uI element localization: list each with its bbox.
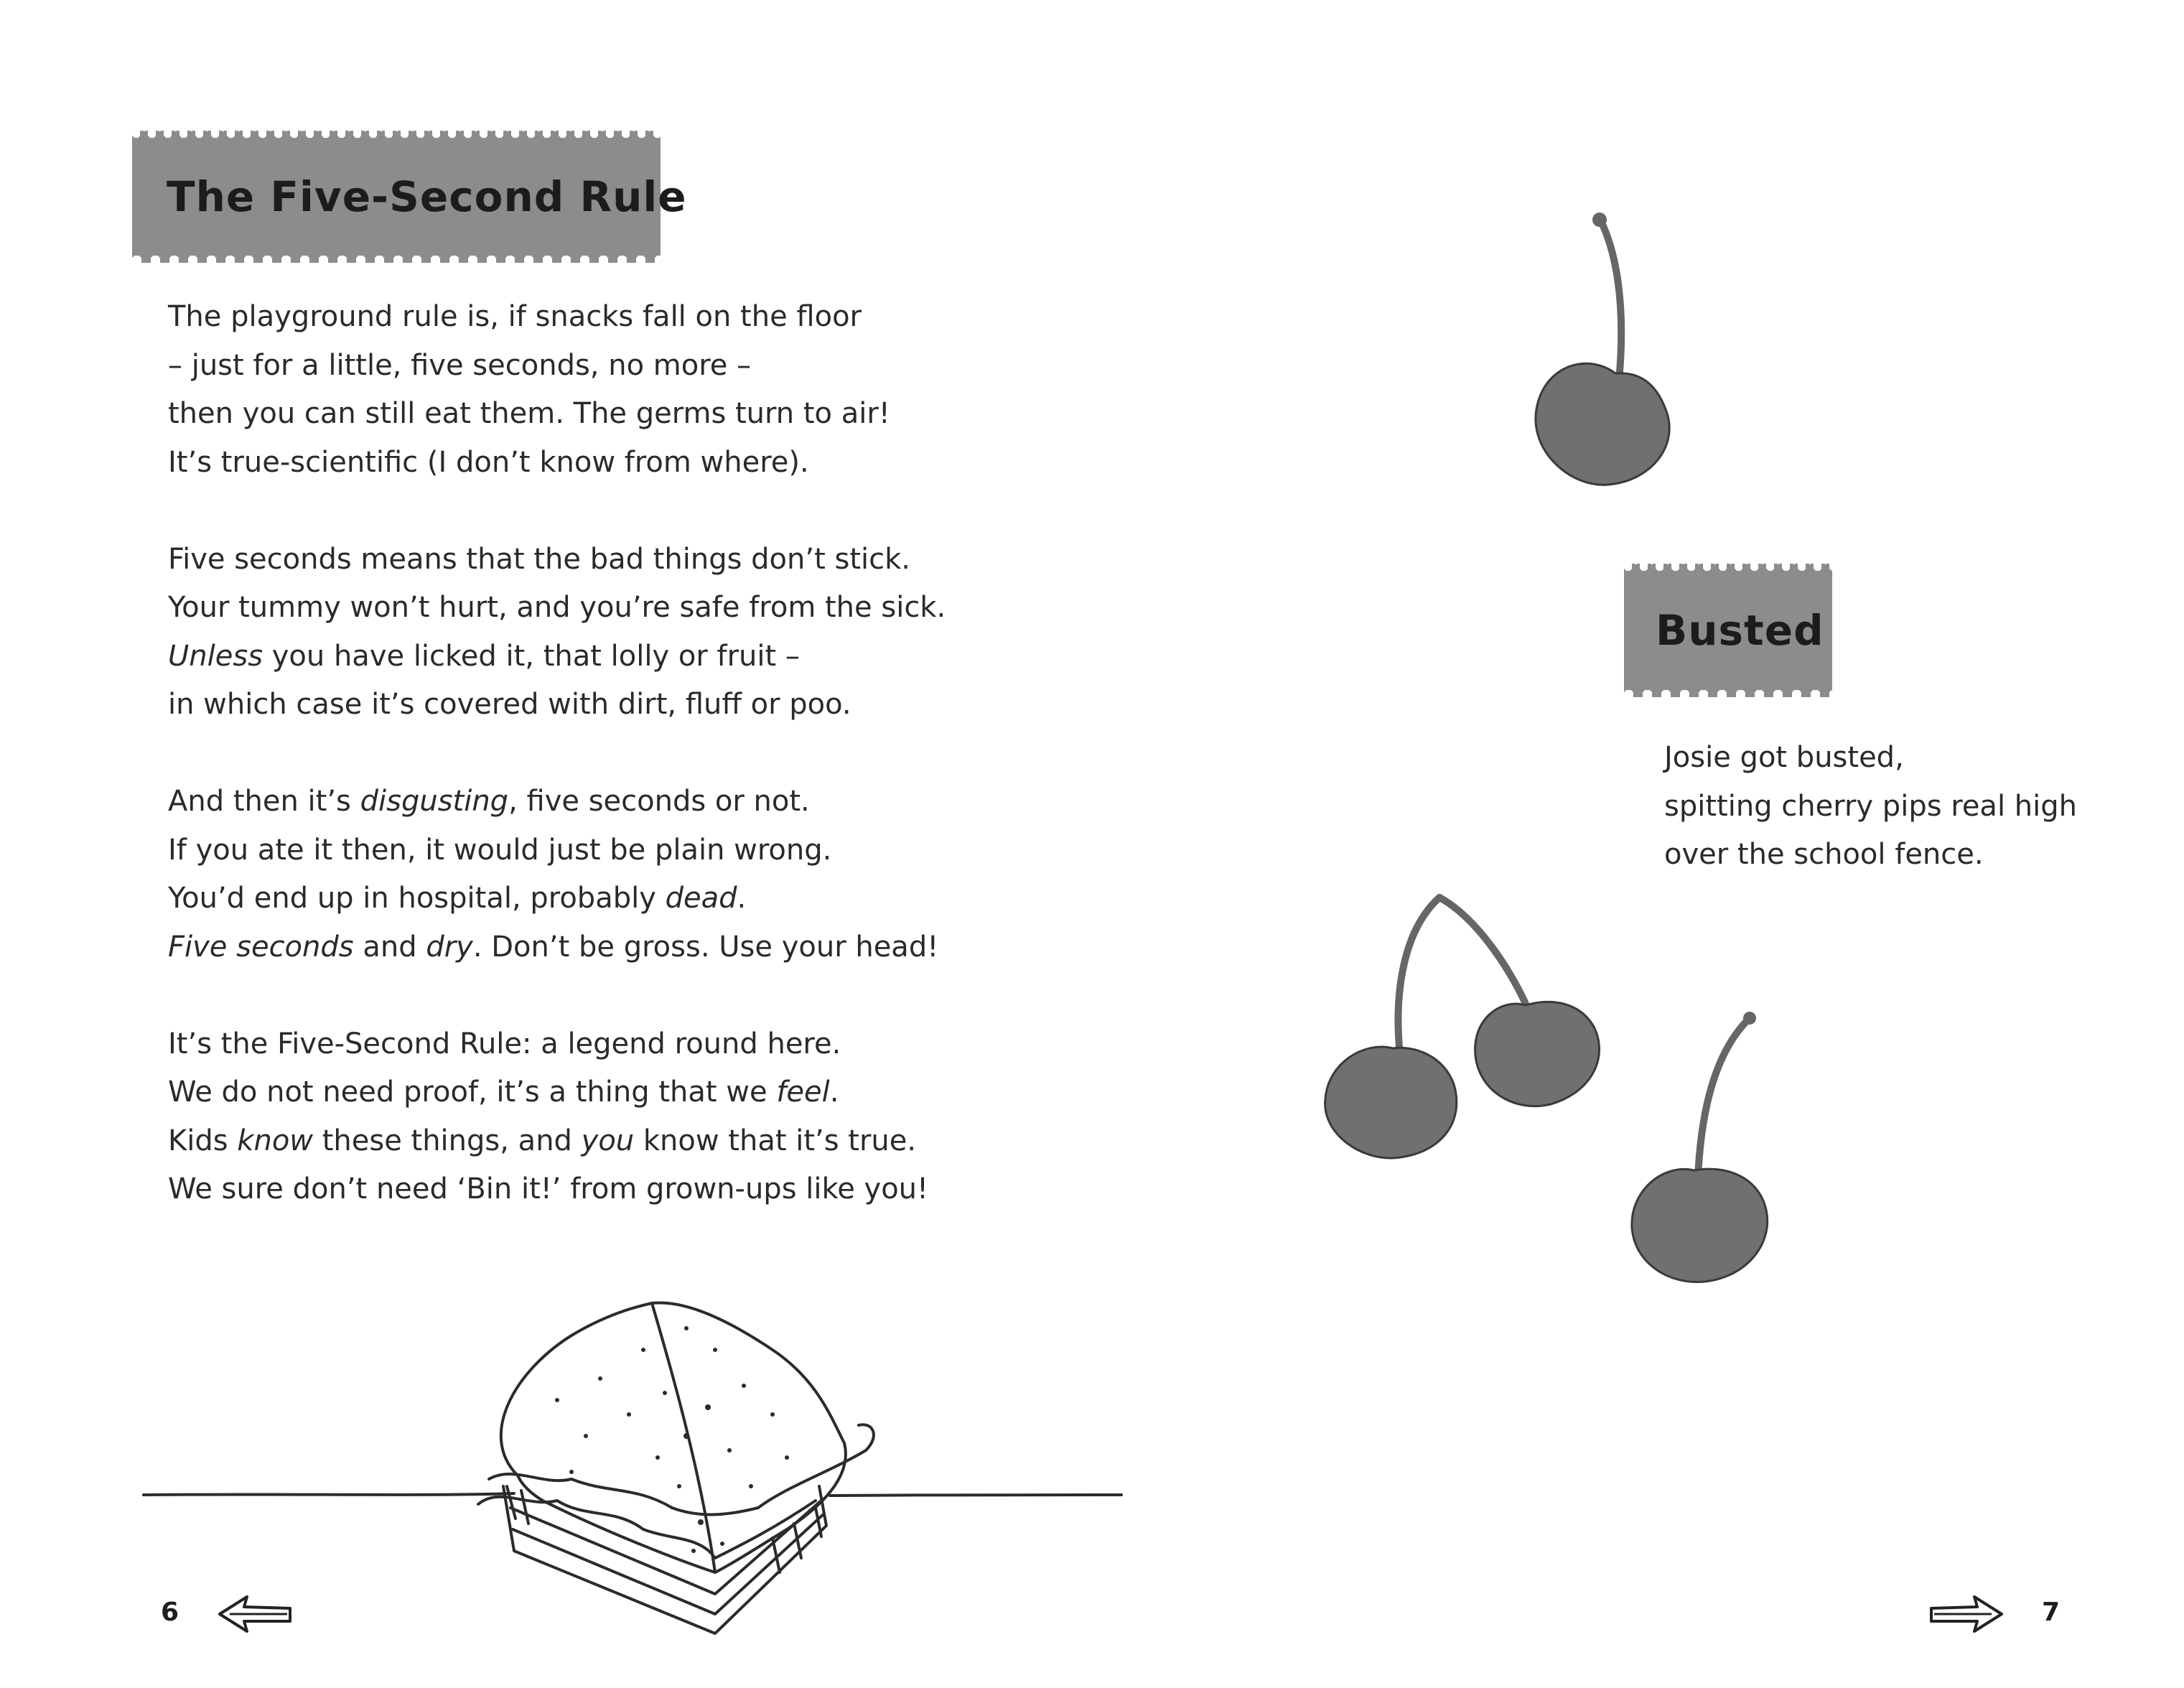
line-rest: . Don’t be gross. Use your head! bbox=[472, 930, 939, 964]
page-number-left: 6 bbox=[161, 1598, 179, 1627]
italic-word: dry bbox=[426, 930, 473, 964]
stanza-4 bbox=[168, 1020, 946, 1214]
poem-line bbox=[168, 923, 946, 972]
cherry-illustration bbox=[1529, 208, 1680, 495]
line-rest: . bbox=[829, 1076, 839, 1109]
poem-line bbox=[168, 633, 946, 681]
line-rest: know that it’s true. bbox=[634, 1124, 917, 1157]
italic-word: feel bbox=[776, 1076, 830, 1109]
poem-line: If you ate it then, it would just be plain wrong. bbox=[168, 833, 832, 867]
line-pre: And then it’s bbox=[168, 785, 360, 818]
italic-word: dead bbox=[665, 882, 737, 915]
line-rest: , five seconds or not. bbox=[508, 785, 810, 818]
italic-word: disgusting bbox=[360, 785, 509, 818]
poem-line: spitting cherry pips real high bbox=[1664, 789, 2077, 823]
italic-word: Unless bbox=[168, 639, 263, 673]
stanza-1 bbox=[168, 293, 946, 487]
page-number-right: 7 bbox=[2042, 1598, 2061, 1627]
cherry-illustration bbox=[1626, 1005, 1784, 1285]
poem-line bbox=[168, 1068, 946, 1117]
poem-title: Busted bbox=[1656, 606, 1824, 655]
stanza-3 bbox=[168, 778, 946, 971]
poem-line: over the school fence. bbox=[1664, 838, 1984, 871]
right-arrow-icon[interactable] bbox=[1927, 1594, 2006, 1634]
poem-line: Josie got busted, bbox=[1664, 741, 1904, 774]
poem-line: in which case it’s covered with dirt, fluff or poo. bbox=[168, 688, 851, 721]
stanza-2 bbox=[168, 536, 946, 729]
poem-body-busted bbox=[1664, 734, 2077, 880]
cherry-pair-illustration bbox=[1321, 876, 1637, 1163]
line-mid: and bbox=[353, 930, 426, 964]
poem-line: We sure don’t need ‘Bin it!’ from grown-ups like you! bbox=[168, 1172, 929, 1206]
poem-line: It’s the Five-Second Rule: a legend round here. bbox=[168, 1027, 841, 1060]
poem-line: Your tummy won’t hurt, and you’re safe from the sick. bbox=[168, 591, 946, 624]
left-arrow-icon[interactable] bbox=[215, 1594, 294, 1634]
poem-body-five-second-rule bbox=[168, 293, 946, 1262]
poem-line bbox=[168, 778, 946, 826]
poem-line: Five seconds means that the bad things don’t stick. bbox=[168, 542, 911, 576]
italic-word: know bbox=[237, 1124, 313, 1157]
poem-line: – just for a little, five seconds, no more – bbox=[168, 348, 752, 382]
poem-title: The Five-Second Rule bbox=[167, 172, 687, 221]
poem-line: then you can still eat them. The germs turn to air! bbox=[168, 397, 890, 430]
sandwich-illustration bbox=[141, 1271, 1124, 1637]
line-rest: you have licked it, that lolly or fruit – bbox=[263, 639, 800, 673]
poem-title-banner-right bbox=[1624, 571, 1832, 690]
italic-word: you bbox=[581, 1124, 635, 1157]
poem-line: It’s true-scientific (I don’t know from where). bbox=[168, 445, 809, 479]
line-pre: We do not need proof, it’s a thing that we bbox=[168, 1076, 777, 1109]
line-mid: these things, and bbox=[313, 1124, 582, 1157]
line-pre: You’d end up in hospital, probably bbox=[168, 882, 666, 915]
poem-title-banner-left bbox=[132, 138, 687, 256]
poem-line bbox=[168, 875, 946, 923]
line-pre: Kids bbox=[168, 1124, 238, 1157]
line-rest: . bbox=[737, 882, 747, 915]
poem-line: The playground rule is, if snacks fall on the floor bbox=[168, 300, 862, 333]
poem-line bbox=[168, 1117, 946, 1166]
italic-word: Five seconds bbox=[168, 930, 354, 964]
